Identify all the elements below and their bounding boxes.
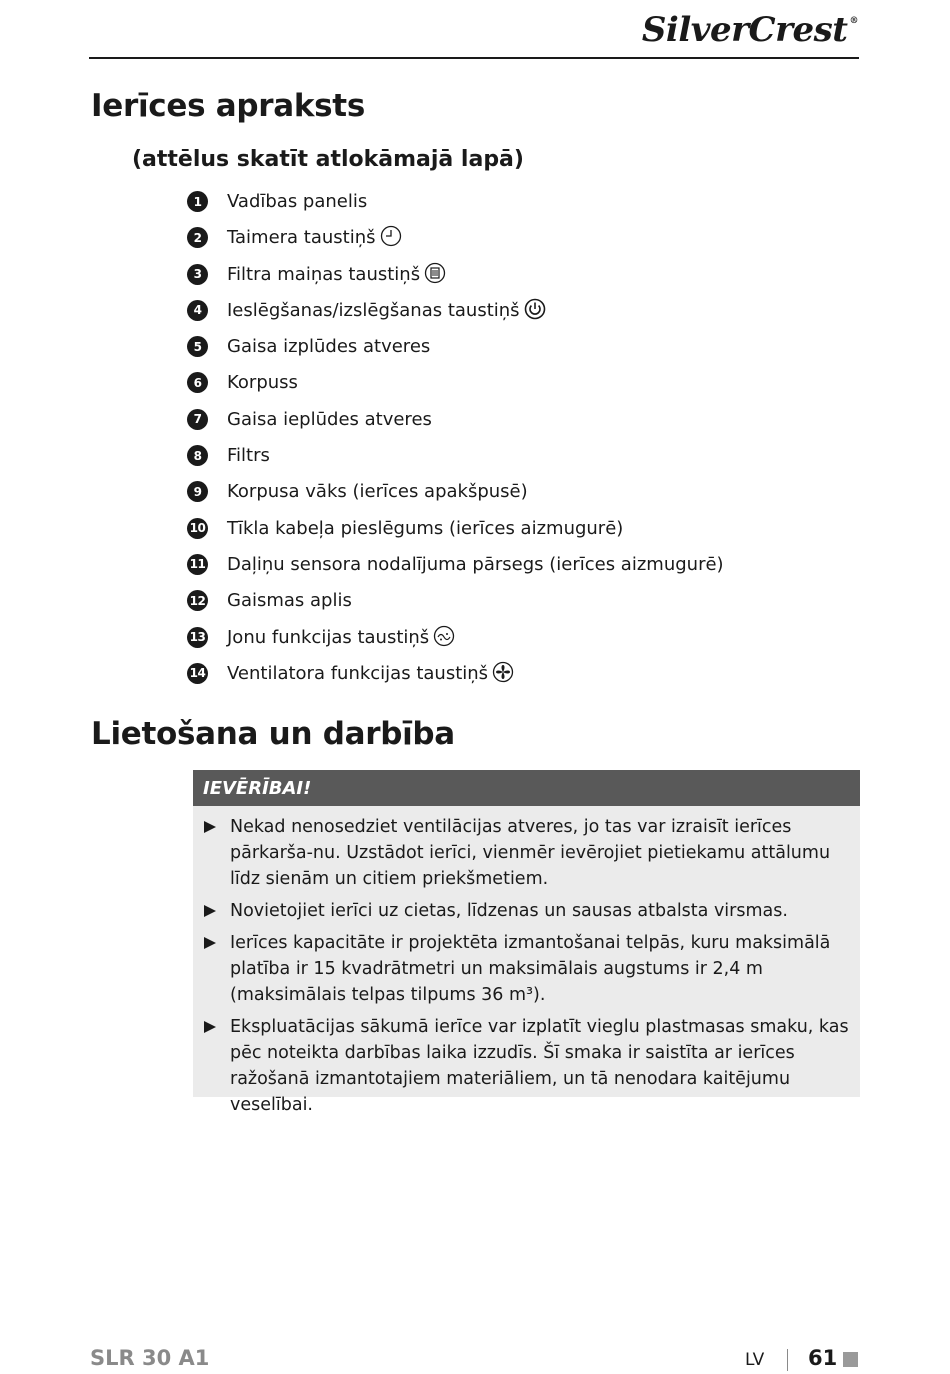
footer-model: SLR 30 A1 [90,1346,210,1370]
notice-item [193,814,852,892]
notice-text: Ierīces kapacitāte ir projektēta izmantošanai telpās, kuru maksimālā platība ir 15 kvadrātmetri un maksimālais augstums ir 2,4 m (maksimālais telpas tilpums 36 m³). [230,933,831,1005]
notice-text: Novietojiet ierīci uz cietas, līdzenas un sausas atbalsta virsmas. [230,901,788,921]
notice-heading: IEVĒRĪBAI! [193,770,860,806]
part-item [187,551,724,587]
part-label: Taimera taustiņš [227,227,376,249]
notice-item [193,898,852,924]
notice-text: Nekad nenosedziet ventilācijas atveres, jo tas var izraisīt ierīces pārkarša-nu. Uzstādot ierīci, vienmēr ievērojiet pietiekamu attālumu līdz sienām un citiem priekšmetiem. [230,817,831,889]
part-number: 10 [187,518,208,539]
notice-item [193,1014,852,1118]
part-number: 8 [187,445,208,466]
section-title-operation: Lietošana un darbība [91,716,455,752]
part-number: 1 [187,191,208,212]
part-item [187,442,724,478]
part-item [187,660,724,696]
arrow-bullet-icon [204,821,216,833]
logo-text: SilverCrest [641,10,848,50]
part-number: 13 [187,627,208,648]
header-rule [89,57,859,59]
part-item [187,261,724,297]
registered-mark: ® [849,16,858,26]
notice-item [193,930,852,1008]
part-item [187,333,724,369]
part-item [187,515,724,551]
part-label: Ieslēgšanas/izslēgšanas taustiņš [227,299,520,321]
part-label: Daļiņu sensora nodalījuma pārsegs (ierīces aizmugurē) [227,553,724,575]
part-label: Jonu funkcijas taustiņš [227,626,430,648]
notice-box [193,770,860,1115]
power-icon [524,298,546,320]
part-item [187,369,724,405]
part-label: Tīkla kabeļa pieslēgums (ierīces aizmugurē) [227,517,624,539]
fan-icon [492,661,514,683]
part-label: Ventilatora funkcijas taustiņš [227,662,489,684]
footer-language: LV [745,1350,765,1370]
part-item [187,224,724,260]
part-item [187,188,724,224]
part-label: Vadības panelis [227,191,368,212]
part-item [187,406,724,442]
part-item [187,624,724,660]
parts-list [187,188,724,696]
part-label: Filtra maiņas taustiņš [227,263,421,285]
part-number: 9 [187,481,208,502]
part-label: Filtrs [227,445,270,467]
filter-change-icon [424,262,446,284]
brand-logo [642,10,858,50]
part-label: Korpusa vāks (ierīces apakšpusē) [227,481,528,503]
footer-separator [787,1349,788,1371]
clock-icon [380,225,402,247]
part-number: 7 [187,409,208,430]
part-label: Gaisa ieplūdes atveres [227,408,432,430]
part-label: Gaisa izplūdes atveres [227,336,431,358]
page-marker [843,1352,858,1367]
part-number: 5 [187,336,208,357]
part-label: Korpuss [227,372,298,394]
section-subtitle: (attēlus skatīt atlokāmajā lapā) [132,147,524,172]
arrow-bullet-icon [204,937,216,949]
part-item [187,587,724,623]
part-number: 14 [187,663,208,684]
part-number: 11 [187,554,208,575]
notice-list [193,806,860,1118]
page-number: 61 [808,1346,838,1370]
part-label: Gaismas aplis [227,590,352,612]
arrow-bullet-icon [204,905,216,917]
arrow-bullet-icon [204,1021,216,1033]
part-number: 2 [187,227,208,248]
notice-text: Ekspluatācijas sākumā ierīce var izplatīt vieglu plastmasas smaku, kas pēc noteikta darbības laika izzudīs. Šī smaka ir saistīta ar ierīces ražošanā izmantotajiem materiāliem, un tā nenodara kaitējumu veselībai. [230,1017,849,1115]
part-item [187,297,724,333]
section-title-description: Ierīces apraksts [91,88,365,124]
part-number: 12 [187,590,208,611]
part-item [187,478,724,514]
ion-icon [433,625,455,647]
part-number: 6 [187,372,208,393]
part-number: 3 [187,264,208,285]
part-number: 4 [187,300,208,321]
